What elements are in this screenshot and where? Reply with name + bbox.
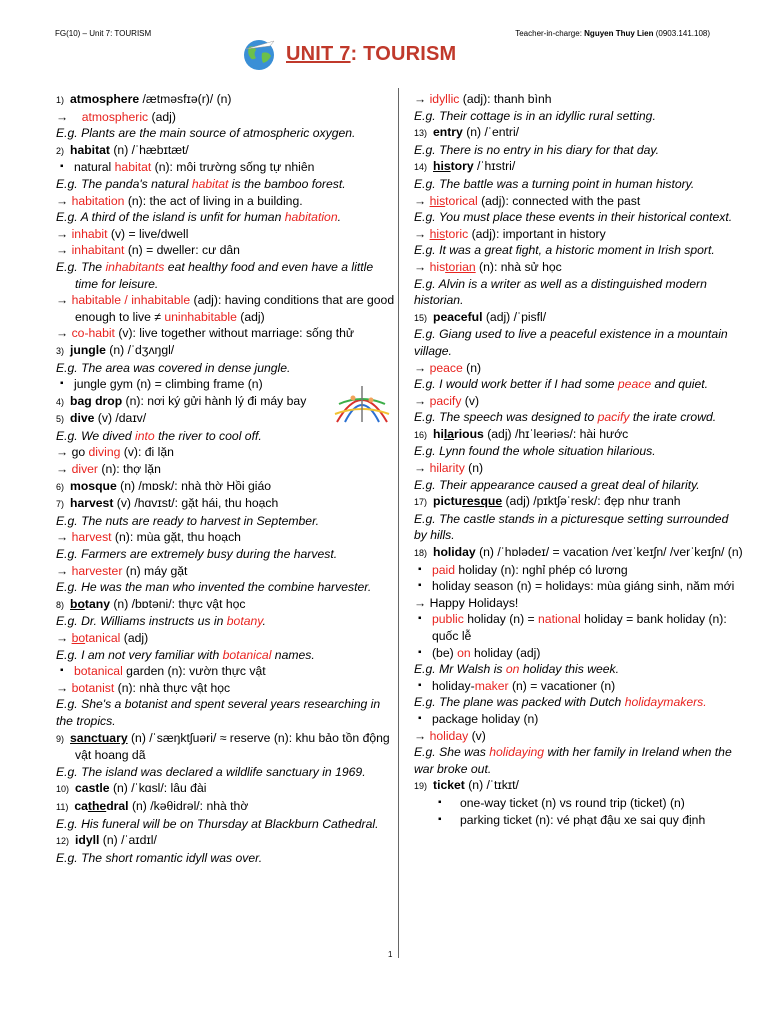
derivative-line: → historical (adj): connected with the past bbox=[414, 193, 641, 208]
derivative-line: → peace (n) bbox=[414, 360, 482, 375]
example-text: E.g. Mr Walsh is on holiday this week. bbox=[414, 662, 620, 677]
entry-picturesque: 17) picturesque (adj) /pɪktʃəˈresk/: đẹp như tranh bbox=[414, 494, 681, 509]
column-divider bbox=[398, 88, 399, 958]
page-number: 1 bbox=[388, 950, 393, 959]
teacher-name: Nguyen Thuy Lien bbox=[584, 29, 654, 38]
derivative-line: → historic (adj): important in history bbox=[414, 226, 606, 241]
derivative-line: → idyllic (adj): thanh bình bbox=[414, 92, 552, 106]
derivative-line: → inhabit (v) = live/dwell bbox=[56, 226, 189, 241]
entry-peaceful: 15) peaceful (adj) /ˈpisfl/ bbox=[414, 309, 547, 324]
bullet-item: ▪ one-way ticket (n) vs round trip (ticket) (n) bbox=[414, 795, 744, 812]
example-text: E.g. The battle was a turning point in human history. bbox=[414, 176, 695, 191]
example-text: E.g. It was a great fight, a historic moment in Irish sport. bbox=[414, 243, 715, 258]
example-text: E.g. He was the man who invented the combine harvester. bbox=[56, 580, 372, 595]
entry-atmosphere: 1) atmosphere /ætməsfɪə(r)/ (n) bbox=[56, 92, 232, 106]
example-text: E.g. Dr. Williams instructs us in botany. bbox=[56, 614, 266, 629]
derivative-line: → pacify (v) bbox=[414, 393, 480, 408]
page-title: UNIT 7: TOURISM bbox=[286, 42, 457, 65]
example-text: E.g. Plants are the main source of atmospheric oxygen. bbox=[56, 126, 356, 141]
example-text: E.g. There is no entry in his diary for that day. bbox=[414, 142, 659, 157]
example-text: E.g. We dived into the river to cool off. bbox=[56, 428, 262, 443]
bullet-item: ▪ paid holiday (n): nghỉ phép có lương bbox=[414, 562, 744, 579]
entry-ticket: 19) ticket (n) /ˈtɪkɪt/ bbox=[414, 778, 519, 793]
bullet-item: ▪ (be) on holiday (adj) bbox=[414, 645, 744, 662]
example-text: E.g. She's a botanist and spent several years researching in the tropics. bbox=[56, 697, 381, 728]
entry-sanctuary: 9) sanctuary (n) /ˈsæŋktʃuəri/ ≈ reserve (n): khu bảo tồn động vật hoang dã bbox=[56, 730, 390, 763]
example-text: E.g. The island was declared a wildlife sanctuary in 1969. bbox=[56, 764, 366, 779]
bullet-item: ▪ jungle gym (n) = climbing frame (n) bbox=[56, 376, 396, 393]
entry-hilarious: 16) hilarious (adj) /hɪˈleəriəs/: hài hước bbox=[414, 426, 629, 441]
derivative-line: → historian (n): nhà sử học bbox=[414, 259, 562, 274]
atmosphere-derivative: → atmospheric (adj) bbox=[56, 109, 176, 124]
example-text: E.g. The plane was packed with Dutch holidaymakers. bbox=[414, 695, 707, 710]
entry-botany: 8) botany (n) /bɒtəni/: thực vật học bbox=[56, 596, 246, 611]
derivative-line: → habitation (n): the act of living in a building. bbox=[56, 193, 303, 208]
bullet-item: ▪ holiday season (n) = holidays: mùa giáng sinh, năm mới bbox=[414, 578, 744, 595]
derivative-line: → harvester (n) máy gặt bbox=[56, 563, 188, 578]
bullet-item: ▪ public holiday (n) = national holiday = bank holiday (n): quốc lễ bbox=[414, 611, 744, 644]
bullet-item: ▪ natural habitat (n): môi trường sống tự nhiên bbox=[56, 159, 396, 176]
entry-holiday: 18) holiday (n) /ˈhɒlədeɪ/ = vacation /veɪˈkeɪʃn/ /verˈkeɪʃn/ (n) bbox=[414, 545, 743, 560]
example-text: E.g. The nuts are ready to harvest in September. bbox=[56, 513, 320, 528]
teacher-label: Teacher-in-charge: bbox=[515, 29, 582, 38]
derivative-line: → botanical (adj) bbox=[56, 631, 149, 645]
entry-harvest: 7) harvest (v) /hɑvɪst/: gặt hái, thu hoạch bbox=[56, 496, 279, 511]
example-text: E.g. Giang used to live a peaceful existence in a mountain village. bbox=[414, 327, 728, 358]
header-right bbox=[515, 29, 710, 38]
entry-history: 14) history /ˈhɪstri/ bbox=[414, 159, 516, 174]
entry-bag-drop: 4) bag drop (n): nơi ký gửi hành lý đi máy bay bbox=[56, 393, 307, 408]
example-text: E.g. The speech was designed to pacify the irate crowd. bbox=[414, 410, 717, 425]
example-text: E.g. Alvin is a writer as well as a distinguished modern historian. bbox=[414, 276, 707, 308]
example-text: E.g. The area was covered in dense jungle. bbox=[56, 360, 291, 375]
example-text: E.g. I am not very familiar with botanical names. bbox=[56, 647, 315, 662]
derivative-line: → co-habit (v): live together without marriage: sống thử bbox=[56, 326, 355, 341]
derivative-line: → holiday (v) bbox=[414, 728, 486, 743]
example-text: E.g. The short romantic idyll was over. bbox=[56, 850, 263, 865]
left-column bbox=[56, 91, 396, 866]
example-text: E.g. I would work better if I had some peace and quiet. bbox=[414, 377, 709, 392]
example-text: E.g. Lynn found the whole situation hilarious. bbox=[414, 444, 656, 459]
derivative-line: → go diving (v): đi lặn bbox=[56, 445, 174, 460]
derivative-line: → diver (n): thợ lặn bbox=[56, 462, 161, 477]
bullet-item: ▪ package holiday (n) bbox=[414, 711, 744, 728]
entry-cathedral: 11) cathedral (n) /kəθidrəl/: nhà thờ bbox=[56, 798, 249, 813]
title-block bbox=[240, 36, 456, 72]
entry-dive: 5) dive (v) /daɪv/ bbox=[56, 411, 147, 426]
example-text: E.g. His funeral will be on Thursday at Blackburn Cathedral. bbox=[56, 816, 379, 831]
example-text: E.g. A third of the island is unfit for human habitation. bbox=[56, 210, 341, 225]
example-text: E.g. The panda's natural habitat is the bamboo forest. bbox=[56, 176, 346, 191]
entry-idyll: 12) idyll (n) /ˈaɪdɪl/ bbox=[56, 833, 157, 848]
derivative-line: → hilarity (n) bbox=[414, 461, 484, 476]
example-text: E.g. You must place these events in their historical context. bbox=[414, 210, 733, 225]
right-column bbox=[414, 91, 744, 828]
entry-mosque: 6) mosque (n) /mɒsk/: nhà thờ Hồi giáo bbox=[56, 478, 272, 493]
example-text: E.g. Their cottage is in an idyllic rural setting. bbox=[414, 108, 656, 123]
derivative-line: → inhabitant (n) = dweller: cư dân bbox=[56, 243, 240, 258]
bullet-item: ▪ parking ticket (n): vé phạt đậu xe sai quy định bbox=[414, 812, 744, 829]
example-text: E.g. Their appearance caused a great deal of hilarity. bbox=[414, 477, 700, 492]
entry-habitat: 2) habitat (n) /ˈhæbɪtæt/ bbox=[56, 142, 189, 157]
header-left: FG(10) – Unit 7: TOURISM bbox=[55, 29, 152, 38]
entry-castle: 10) castle (n) /ˈkɑsl/: lâu đài bbox=[56, 781, 207, 796]
derivative-line: → harvest (n): mùa gặt, thu hoạch bbox=[56, 530, 241, 545]
derivative-line: → habitable / inhabitable (adj): having conditions that are good enough to live ≠ uninhabitable (adj) bbox=[56, 293, 395, 324]
derivative-line: → botanist (n): nhà thực vật học bbox=[56, 680, 231, 695]
globe-plane-icon bbox=[240, 37, 278, 71]
bullet-item: ▪ holiday-maker (n) = vacationer (n) bbox=[414, 678, 744, 695]
entry-jungle: 3) jungle (n) /ˈdʒʌŋgl/ bbox=[56, 342, 175, 357]
example-text: E.g. Farmers are extremely busy during the harvest. bbox=[56, 547, 338, 562]
entry-entry: 13) entry (n) /ˈentri/ bbox=[414, 125, 520, 140]
bullet-item: ▪ botanical garden (n): vườn thực vật bbox=[56, 663, 396, 680]
example-text: E.g. The castle stands in a picturesque setting surrounded by hills. bbox=[414, 511, 729, 543]
example-text: E.g. The inhabitants eat healthy food and even have a little time for leisure. bbox=[56, 259, 374, 291]
example-text: E.g. She was holidaying with her family in Ireland when the war broke out. bbox=[414, 745, 732, 776]
derivative-line: → Happy Holidays! bbox=[414, 595, 519, 610]
teacher-phone: (0903.141.108) bbox=[655, 29, 710, 38]
